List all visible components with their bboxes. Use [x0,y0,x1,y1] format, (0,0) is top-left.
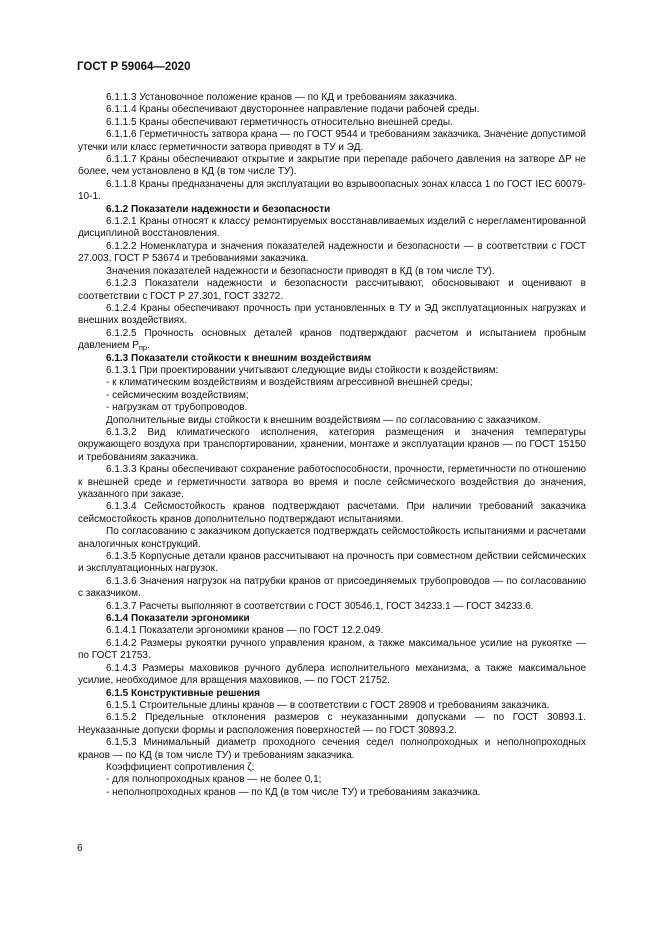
paragraph: 6.1.3.5 Корпусные детали кранов рассчитывают на прочность при совместном действии сейсмических и эксплуатационных нагрузок. [78,551,586,575]
paragraph: 6.1.1.4 Краны обеспечивают двустороннее направление подачи рабочей среды. [106,104,480,116]
list-item: - сейсмическим воздействиям; [106,389,249,401]
paragraph: 6.1.4.2 Размеры рукоятки ручного управления краном, а также максимальное усилие на рукоятке — по ГОСТ 21753. [78,637,586,662]
paragraph: 6.1.2.1 Краны относят к классу ремонтируемых восстанавливаемых изделий с нерегламентированной дисциплиной восстановления. [78,216,586,240]
list-item: - нагрузкам от трубопроводов. [106,402,248,414]
paragraph: 6.1.3.1 При проектировании учитывают следующие виды стойкости к воздействиям: [106,364,499,376]
paragraph: Коэффициент сопротивления ζ: [106,761,255,773]
document-body [78,92,586,799]
paragraph: 6.1.3.7 Расчеты выполняют в соответствии с ГОСТ 30546.1, ГОСТ 34233.1 — ГОСТ 34233.6. [106,600,534,612]
paragraph: Дополнительные виды стойкости к внешним воздействиям — по согласованию с заказчиком. [106,414,541,426]
list-item: - для полнопроходных кранов — не более 0,1; [106,774,322,786]
paragraph: 6.1.2.2 Номенклатура и значения показателей надежности и безопасности — в соответствии с ГОСТ 27.003, ГОСТ Р 53674 и требованиями заказчика. [78,240,586,265]
paragraph: 6.1.4.3 Размеры маховиков ручного дублера исполнительного механизма, а также максимальное усилие, необходимое для вращения маховиков, — по ГОСТ 21752. [78,662,586,687]
paragraph: 6.1.3.3 Краны обеспечивают сохранение работоспособности, прочности, герметичности по отношению к внешней среде и герметичности затвора во время и после сейсмического воздействия до значения, указанного при заказе. [78,464,586,500]
paragraph: 6.1.1.3 Установочное положение кранов — по КД и требованиям заказчика. [106,92,458,103]
paragraph: 6.1.1.5 Краны обеспечивают герметичность относительно внешней среды. [106,116,453,128]
paragraph: Значения показателей надежности и безопасности приводят в КД (в том числе ТУ). [106,265,495,277]
section-heading: 6.1.5 Конструктивные решения [106,687,260,699]
paragraph: 6.1.2.3 Показатели надежности и безопасности рассчитывают, обосновывают и оценивают в соответствии с ГОСТ Р 27.301, ГОСТ 33272. [78,278,586,302]
paragraph: 6.1.5.3 Минимальный диаметр проходного сечения седел полнопроходных и неполнопроходных кранов — по КД (в том числе ТУ) и требованиям заказчика. [78,737,586,761]
paragraph: 6.1.1.7 Краны обеспечивают открытие и закрытие при перепаде рабочего давления на затворе ΔP не более, чем установлено в КД (в том числе ТУ). [78,154,586,178]
list-item: - к климатическим воздействиям и воздействиям агрессивной внешней среды; [106,377,473,389]
paragraph: 6.1.1.6 Герметичность затвора крана — по ГОСТ 9544 и требованиям заказчика. Значение допустимой утечки или класс герметичности затвора приводят в ТУ и ЭД. [78,129,586,153]
paragraph: 6.1.3.6 Значения нагрузок на патрубки кранов от присоединяемых трубопроводов — по согласованию с заказчиком. [78,575,586,600]
page-header: ГОСТ Р 59064—2020 [77,61,191,73]
list-item: - неполнопроходных кранов — по КД (в том числе ТУ) и требованиям заказчика. [106,786,481,798]
section-heading: 6.1.4 Показатели эргономики [106,613,250,625]
paragraph: По согласованию с заказчиком допускается подтверждать сейсмостойкость испытаниями и расчетами аналогичных конструкций. [78,526,586,550]
paragraph: 6.1.2.4 Краны обеспечивают прочность при установленных в ТУ и ЭД эксплуатационных нагрузках и внешних воздействиях. [78,302,586,327]
section-heading: 6.1.2 Показатели надежности и безопасности [106,203,331,215]
paragraph: 6.1.4.1 Показатели эргономики кранов — по ГОСТ 12.2.049. [106,625,384,637]
paragraph: 6.1.5.1 Строительные длины кранов — в соответствии с ГОСТ 28908 и требованиям заказчика. [106,699,550,711]
paragraph: 6.1.3.4 Сейсмостойкость кранов подтверждают расчетами. При наличии требований заказчика сейсмостойкость кранов дополнительно подтверждают испытаниями. [78,501,586,525]
page-number: 6 [77,843,83,854]
paragraph: 6.1.5.2 Предельные отклонения размеров с неуказанными допусками — по ГОСТ 30893.1. Неуказанные допуски формы и расположения поверхностей — по ГОСТ 30893.2. [78,712,586,736]
paragraph: 6.1.2.5 Прочность основных деталей кранов подтверждают расчетом и испытанием пробным давлением $P_{пр}$. [78,327,586,353]
paragraph: 6.1.3.2 Вид климатического исполнения, категория размещения и значения температуры окружающего воздуха при транспортировании, хранении, монтаже и эксплуатации кранов — по ГОСТ 15150 и требованиям заказчика. [78,426,586,463]
section-heading: 6.1.3 Показатели стойкости к внешним воздействиям [106,352,372,364]
paragraph: 6.1.1.8 Краны предназначены для эксплуатации во взрывоопасных зонах класса 1 по ГОСТ IEC 60079-10-1. [78,178,586,203]
